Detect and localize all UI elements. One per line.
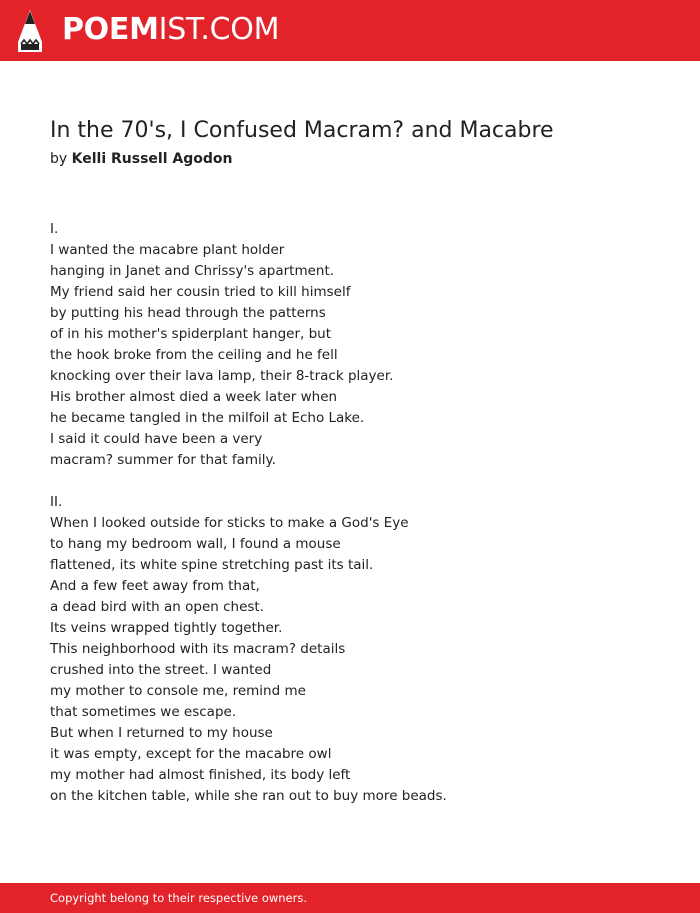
poem-line: When I looked outside for sticks to make a God's Eye [50, 515, 409, 531]
poem-line: flattened, its white spine stretching past its tail. [50, 557, 374, 573]
poem-line: my mother had almost finished, its body left [50, 767, 351, 783]
poem-line: I said it could have been a very [50, 431, 263, 447]
by-label: by [50, 151, 68, 167]
brand-bold-text: POEM [62, 12, 159, 47]
poem-byline [50, 149, 232, 169]
poem-body [50, 219, 447, 807]
poem-line: His brother almost died a week later when [50, 389, 338, 405]
poem-author: Kelli Russell Agodon [71, 151, 233, 167]
poem-line: crushed into the street. I wanted [50, 662, 272, 678]
poem-line: my mother to console me, remind me [50, 683, 306, 699]
poem-line: Its veins wrapped tightly together. [50, 620, 283, 636]
poem-line: the hook broke from the ceiling and he fell [50, 347, 338, 363]
poem-line: it was empty, except for the macabre owl [50, 746, 332, 762]
poem-line: of in his mother's spiderplant hanger, but [50, 326, 332, 342]
poem-line: knocking over their lava lamp, their 8-track player. [50, 368, 394, 384]
poem-line: that sometimes we escape. [50, 704, 237, 720]
site-header [0, 0, 700, 61]
poem-line: II. [50, 494, 63, 510]
poem-line: And a few feet away from that, [50, 578, 260, 594]
pencil-logo-icon[interactable] [17, 9, 43, 53]
brand-light-text: IST.COM [158, 12, 280, 47]
stanza-gap [50, 471, 447, 492]
poem-line: a dead bird with an open chest. [50, 599, 265, 615]
copyright-notice: Copyright belong to their respective owners. [50, 891, 308, 905]
poem-line: I. [50, 221, 59, 237]
poem-line: But when I returned to my house [50, 725, 273, 741]
poem-title: In the 70's, I Confused Macram? and Macabre [50, 118, 554, 143]
poem-line: My friend said her cousin tried to kill himself [50, 284, 351, 300]
poem-line: hanging in Janet and Chrissy's apartment. [50, 263, 335, 279]
poem-line: I wanted the macabre plant holder [50, 242, 285, 258]
site-logo-wordmark[interactable] [62, 12, 279, 48]
site-footer [0, 883, 700, 913]
poem-line: macram? summer for that family. [50, 452, 276, 468]
poem-line: on the kitchen table, while she ran out to buy more beads. [50, 788, 447, 804]
poem-line: he became tangled in the milfoil at Echo Lake. [50, 410, 365, 426]
poem-line: to hang my bedroom wall, I found a mouse [50, 536, 341, 552]
poem-line: by putting his head through the patterns [50, 305, 326, 321]
poem-line: This neighborhood with its macram? details [50, 641, 346, 657]
